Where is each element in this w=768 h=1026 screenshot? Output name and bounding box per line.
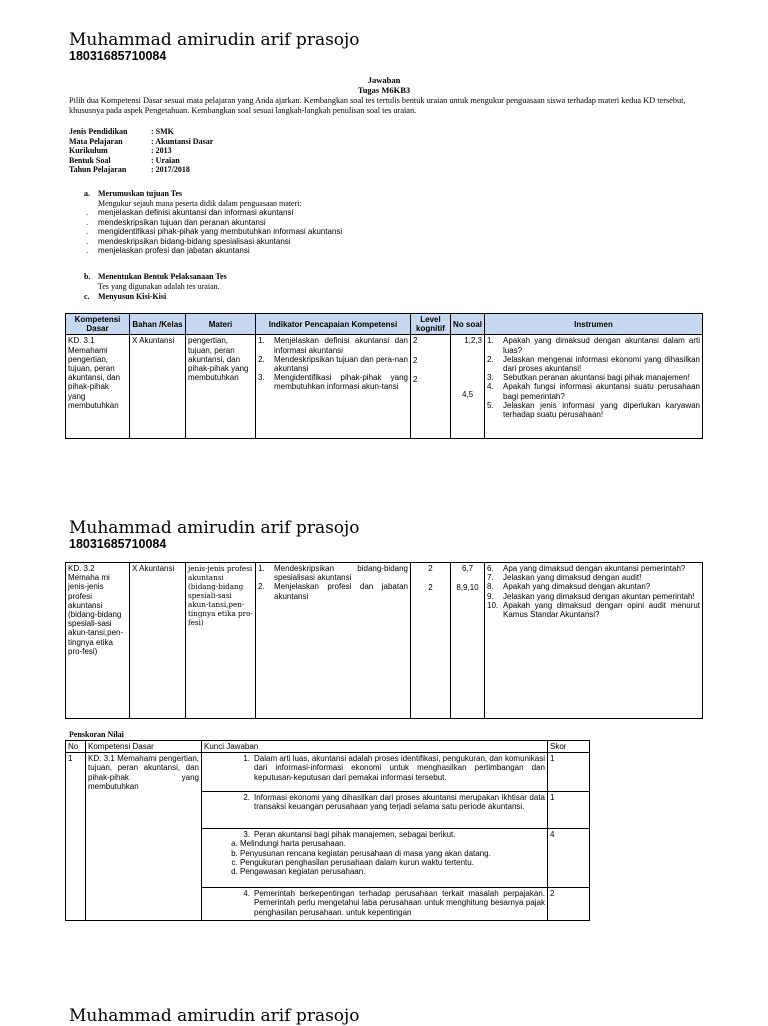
table-row xyxy=(66,753,590,792)
score-cell: 2 xyxy=(548,888,590,921)
kelas-cell: X Akuntansi xyxy=(130,335,186,439)
info-row xyxy=(69,137,213,147)
column-header: No xyxy=(66,741,86,753)
objective-list xyxy=(84,208,684,256)
info-row xyxy=(69,165,213,175)
column-header: Materi xyxy=(186,314,256,335)
materi-cell: pengertian, tujuan, peran akuntansi, dan pihak-pihak yang membutuhkan xyxy=(186,335,256,439)
column-header: Instrumen xyxy=(485,314,703,335)
answer-cell: 4. Pemerintah berkepentingan terhadap perusahaan terkait masalah perpajakan. Pemerintah perlu mengetahui laba perusahaan untuk menghitung besarnya pajak penghasilan perusahaan. untuk kepentingan xyxy=(202,888,548,921)
list-item: . mendeskripsikan tujuan dan peranan akuntansi xyxy=(98,218,684,228)
section-a xyxy=(84,189,684,256)
list-item: 5. Jelaskan jenis informasi yang diperlukan karyawan terhadap suatu perusahaan! xyxy=(487,400,700,420)
info-key: Mata Pelajaran xyxy=(69,136,123,146)
list-item: 3. Mengidentifikasi pihak-pihak yang membutuhkan informasi akun-tansi xyxy=(258,373,408,392)
indikator-cell xyxy=(256,563,411,719)
list-item: 2. Mendeskripsikan tujuan dan pera-nan akuntansi xyxy=(258,354,408,374)
level-cell: 2 2 xyxy=(411,563,451,719)
list-item: 8. Apakah yang dimaksud dengan akuntan? xyxy=(487,582,651,592)
nosoal-cell: 6,7 8,9,10 xyxy=(451,563,485,719)
author-name: Muhammad amirudin arif prasojo xyxy=(69,1006,360,1026)
table-header-row xyxy=(66,741,590,753)
info-key: Bentuk Soal xyxy=(69,155,111,165)
author-name: Muhammad amirudin arif prasojo xyxy=(69,518,360,538)
penskoran-table xyxy=(65,740,590,921)
instrumen-cell xyxy=(485,563,703,719)
list-item: . mendeskripsikan bidang-bidang spesialisasi akuntansi xyxy=(98,237,684,247)
info-value: : Uraian xyxy=(151,155,180,165)
section-heading: Merumuskan tujuan Tes xyxy=(98,189,183,198)
section-c xyxy=(84,292,684,302)
info-key: Jenis Pendidikan xyxy=(69,127,128,136)
column-header: Level kognitif xyxy=(411,314,451,335)
penskoran-title: Penskoran Nilai xyxy=(69,730,124,739)
assignment-title: Tugas M6KB3 xyxy=(357,85,411,95)
author-id: 18031685710084 xyxy=(69,537,167,551)
indikator-cell xyxy=(256,335,411,439)
answer-title: Jawaban xyxy=(367,75,401,85)
list-item: 3. Sebutkan peranan akuntansi bagi pihak manajemen! xyxy=(487,373,690,383)
list-item: . menjelaskan definisi akuntansi dan informasi akuntansi xyxy=(98,208,684,218)
score-cell: 4 xyxy=(548,829,590,888)
author-id: 18031685710084 xyxy=(69,49,167,63)
column-header: Indikator Pencapaian Kompetensi xyxy=(256,314,411,335)
nosoal-cell: 1,2,3 4,5 xyxy=(451,335,485,439)
list-item: c. Pengukuran penghasilan perusahaan dalam kurun waktu tertentu. xyxy=(240,858,545,867)
section-body: Tes yang digunakan adalah tes uraian. xyxy=(98,281,220,291)
column-header: Kompetensi Dasar xyxy=(86,741,202,753)
list-item: d. Pengawasan kegiatan perusahaan. xyxy=(240,867,545,876)
section-b xyxy=(84,272,684,291)
kd-cell: KD. 3.1 Memahami pengertian, tujuan, peran akuntansi, dan pihak-pihak yang membutuhkan xyxy=(66,335,130,439)
level-cell: 2 2 2 xyxy=(411,335,451,439)
list-item: . menjelaskan profesi dan jabatan akuntansi xyxy=(98,246,684,256)
score-cell: 1 xyxy=(548,792,590,829)
list-item: 10. Apakah yang dimaksud dengan opini audit menurut Kamus Standar Akuntansi? xyxy=(487,600,700,620)
column-header: Skor xyxy=(548,741,590,753)
column-header: No soal xyxy=(451,314,485,335)
no-cell: 1 xyxy=(66,753,86,921)
list-item: 4. Apakah fungsi informasi akuntansi suatu perusahaan bagi pemerintah? xyxy=(487,382,700,401)
table-header-row xyxy=(66,314,703,335)
info-value: : SMK xyxy=(151,127,174,136)
answer-cell: 2. Informasi ekonomi yang dihasilkan dari proses akuntansi merupakan ikhtisar data transaksi keuangan perusahaan yang terjadi selama satu periode akuntansi. xyxy=(202,792,548,829)
kisi-table-continued xyxy=(65,562,703,719)
info-key: Tahun Pelajaran xyxy=(69,165,127,175)
section-heading: Menyusun Kisi-Kisi xyxy=(98,292,167,301)
info-value: : 2013 xyxy=(151,146,172,156)
info-block xyxy=(69,127,213,175)
info-value: : Akuntansi Dasar xyxy=(151,136,214,146)
author-name: Muhammad amirudin arif prasojo xyxy=(69,30,360,50)
list-item: 9. Jelaskan yang dimaksud dengan akuntan pemerintah! xyxy=(487,591,695,601)
assignment-instructions: Pilih dua Kompetensi Dasar sesuai mata pelajaran yang Anda ajarkan. Kembangkan soal tes tertulis bentuk uraian untuk mengukur penguasaan siswa terhadap materi kedua KD tersebut, khususnya pada aspek Pengetahuan. Kembangkan soal sesuai langkah-langkah penulisan soal tes uraian. xyxy=(69,96,686,115)
list-item: 6. Apa yang dimaksud dengan akuntansi pemerintah? xyxy=(487,564,686,573)
kisi-table xyxy=(65,313,703,439)
list-item: 1. Menjelaskan definisi akuntansi dan informasi akuntansi xyxy=(258,336,408,355)
info-value: : 2017/2018 xyxy=(151,165,190,175)
materi-cell: jenis-jenis profesi akuntansi (bidang-bidang spesiali-sasi akun-tansi,pen-tingnya etika pro-fesi) xyxy=(186,563,256,719)
kd-cell: KD. 3.2 Memaha mi jenis-jenis profesi akuntansi (bidang-bidang spesiali-sasi akun-tansi,pen-tingnya etika pro-fesi) xyxy=(66,563,130,719)
column-header: Kompetensi Dasar xyxy=(66,314,130,335)
column-header: Bahan /Kelas xyxy=(130,314,186,335)
info-key: Kurikulum xyxy=(69,146,108,156)
info-row xyxy=(69,146,213,156)
list-item: b. Penyusunan rencana kegiatan perusahaan di masa yang akan datang. xyxy=(240,849,545,858)
table-row xyxy=(66,563,703,719)
answer-cell: 3. Peran akuntansi bagi pihak manajemen, sebagai berikut. a. Melindungi harta perusahaan. b. Penyusunan rencana kegiatan perusahaan di masa yang akan datang. c. Pengukuran penghasilan perusahaan dalam kurun waktu tertentu. d. Pengawasan kegiatan perusahaan. xyxy=(202,829,548,888)
list-item: 2. Menjelaskan profesi dan jabatan akuntansi xyxy=(258,582,408,601)
section-body: Mengukur sejauh mana peserta didik dalam penguasaan materi: xyxy=(98,198,302,208)
column-header: Kunci Jawaban xyxy=(202,741,548,753)
list-item: 2. Jelaskan mengenai informasi ekonomi yang dihasilkan dari proses akuntansi! xyxy=(487,354,700,374)
section-heading: Menentukan Bentuk Pelaksanaan Tes xyxy=(98,272,227,281)
table-row xyxy=(66,335,703,439)
section-letter: b. xyxy=(84,272,91,281)
section-letter: a. xyxy=(84,189,90,198)
list-item: . mengidentifikasi pihak-pihak yang membutuhkan informasi akuntansi xyxy=(98,227,684,237)
info-row xyxy=(69,156,213,166)
answer-cell: 1. Dalam arti luas, akuntansi adalah proses identifikasi, pengukuran, dan komunikasi dari informasi-informasi ekonomi untuk menghasilkan pertimbangan dan keputusan-keputusan dari pemakai informasi tersebut. xyxy=(202,753,548,792)
score-cell: 1 xyxy=(548,753,590,792)
kelas-cell: X Akuntansi xyxy=(130,563,186,719)
list-item: a. Melindungi harta perusahaan. xyxy=(240,839,545,848)
list-item: 1. Apakah yang dimaksud dengan akuntansi dalam arti luas? xyxy=(487,336,700,355)
list-item: 7. Jelaskan yang dimaksud dengan audit! xyxy=(487,573,642,583)
kd-cell: KD. 3.1 Memahami pengertian, tujuan, peran akuntansi, dan pihak-pihak yang membutuhkan xyxy=(86,753,202,921)
list-item: 1. Mendeskripsikan bidang-bidang spesialisasi akuntansi xyxy=(258,564,408,583)
section-letter: c. xyxy=(84,292,90,301)
instrumen-cell xyxy=(485,335,703,439)
info-row xyxy=(69,127,213,137)
